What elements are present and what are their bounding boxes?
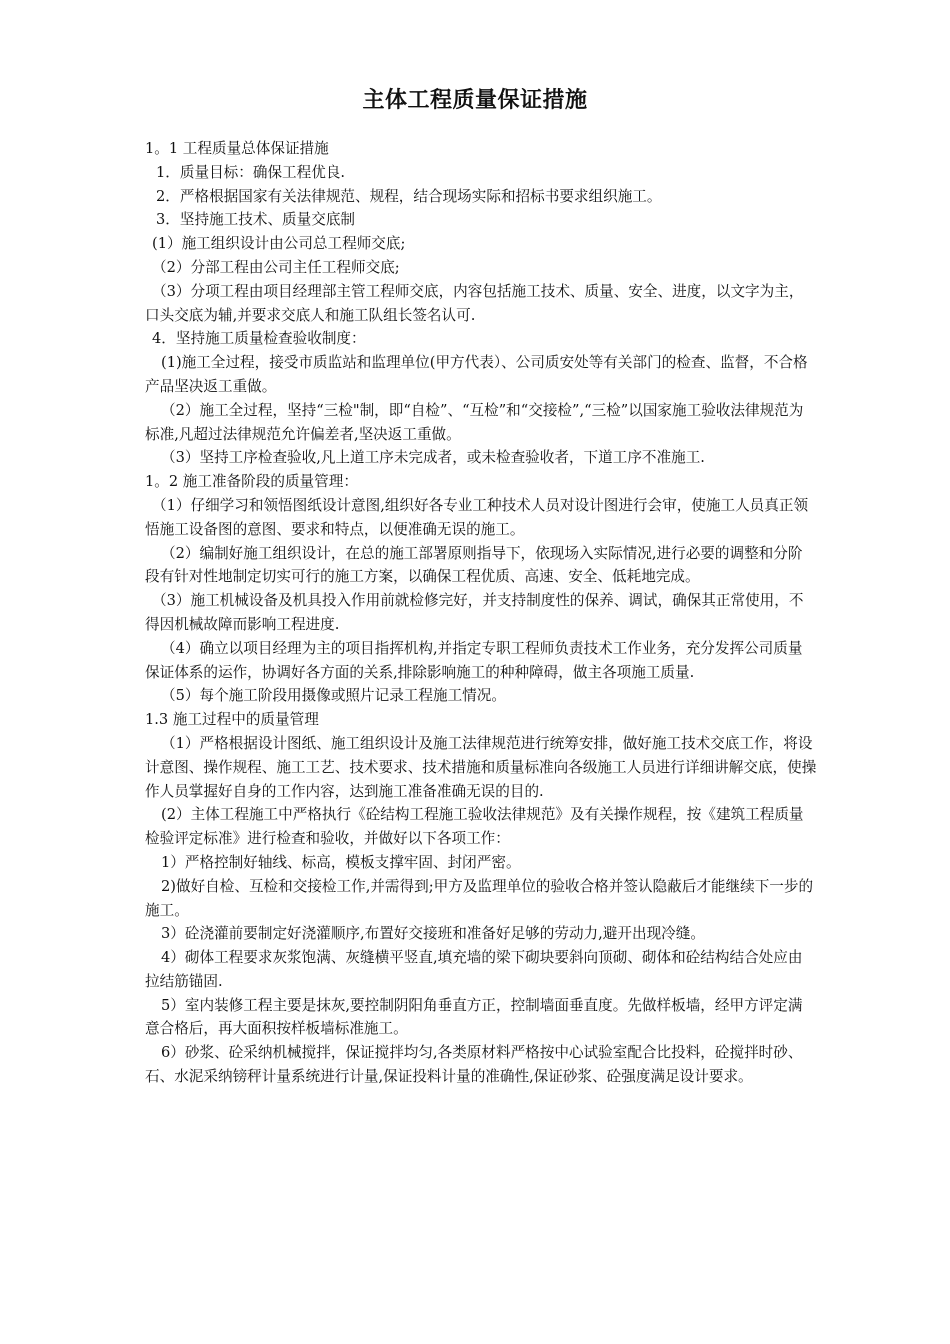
paragraph: （2）分部工程由公司主任工程师交底; — [152, 258, 400, 276]
document-body — [145, 137, 817, 1089]
paragraph: (1）施工组织设计由公司总工程师交底; — [152, 235, 406, 253]
paragraph: 6）砂浆、砼采纳机械搅拌，保证搅拌均匀,各类原材料严格按中心试验室配合比投料，砼搅拌时砂、石、水泥采纳镑秤计量系统进行计量,保证投料计量的准确性,保证砂浆、砼强度满足设计要求。 — [145, 1044, 803, 1086]
paragraph-section-heading: 1。2 施工准备阶段的质量管理： — [145, 473, 358, 491]
paragraph: 5）室内装修工程主要是抹灰,要控制阴阳角垂直方正，控制墙面垂直度。先做样板墙，经甲方评定满意合格后，再大面积按样板墙标准施工。 — [145, 996, 803, 1038]
paragraph-section-heading: 1.3 施工过程中的质量管理 — [145, 711, 319, 729]
paragraph: （3）分项工程由项目经理部主管工程师交底，内容包括施工技术、质量、安全、进度，以文字为主，口头交底为辅,并要求交底人和施工队组长签名认可. — [145, 282, 804, 324]
paragraph: (1)施工全过程，接受市质监站和监理单位(甲方代表）、公司质安处等有关部门的检查、监督，不合格产品坚决返工重做。 — [145, 354, 808, 395]
paragraph: 2．严格根据国家有关法律规范、规程，结合现场实际和招标书要求组织施工。 — [156, 187, 662, 205]
paragraph: （2）施工全过程，坚持“三检"制，即“自检”、“互检”和“交接检”,“三检”以国家施工验收法律规范为标准,凡超过法律规范允许偏差者,坚决返工重做。 — [145, 401, 804, 443]
paragraph: 1．质量目标：确保工程优良. — [156, 163, 346, 181]
document-title: 主体工程质量保证措施 — [362, 88, 588, 113]
paragraph: （1）仔细学习和领悟图纸设计意图,组织好各专业工种技术人员对设计图进行会审，使施工人员真正领悟施工设备图的意图、要求和特点，以便准确无误的施工。 — [145, 496, 809, 538]
paragraph: 4．坚持施工质量检查验收制度： — [152, 330, 366, 348]
paragraph: （2）编制好施工组织设计，在总的施工部署原则指导下，依现场入实际情况,进行必要的调整和分阶段有针对性地制定切实可行的施工方案，以确保工程优质、高速、安全、低耗地完成。 — [145, 544, 803, 586]
paragraph: （5）每个施工阶段用摄像或照片记录工程施工情况。 — [161, 687, 506, 705]
paragraph: （3）坚持工序检查验收,凡上道工序未完成者，或未检查验收者，下道工序不准施工. — [161, 449, 705, 467]
paragraph: 1）严格控制好轴线、标高，模板支撑牢固、封闭严密。 — [161, 853, 521, 871]
paragraph-section-heading: 1。1 工程质量总体保证措施 — [145, 140, 329, 157]
paragraph: 2)做好自检、互检和交接检工作,并需得到;甲方及监理单位的验收合格并签认隐蔽后才能继续下一步的施工。 — [145, 877, 814, 919]
paragraph: （1）严格根据设计图纸、施工组织设计及施工法律规范进行统筹安排，做好施工技术交底工作，将设计意图、操作规程、施工工艺、技术要求、技术措施和质量标准向各级施工人员进行详细讲解交底，使操作人员掌握好自身的工作内容，达到施工准备准确无误的目的. — [145, 734, 817, 800]
paragraph: 3）砼浇灌前要制定好浇灌顺序,布置好交接班和准备好足够的劳动力,避开出现冷缝。 — [161, 925, 705, 943]
paragraph: (2）主体工程施工中严格执行《砼结构工程施工验收法律规范》及有关操作规程，按《建筑工程质量检验评定标准》进行检查和验收，并做好以下各项工作： — [145, 806, 804, 848]
paragraph: 3．坚持施工技术、质量交底制 — [156, 211, 356, 229]
paragraph: 4）砌体工程要求灰浆饱满、灰缝横平竖直,填充墙的梁下砌块要斜向顶砌、砌体和砼结构结合处应由拉结筋锚固. — [145, 949, 803, 990]
paragraph: （4）确立以项目经理为主的项目指挥机构,并指定专职工程师负责技术工作业务，充分发挥公司质量保证体系的运作，协调好各方面的关系,排除影响施工的种种障碍，做主各项施工质量. — [145, 639, 803, 681]
paragraph: （3）施工机械设备及机具投入作用前就检修完好，并支持制度性的保养、调试，确保其正常使用，不得因机械故障而影响工程进度. — [145, 592, 804, 633]
